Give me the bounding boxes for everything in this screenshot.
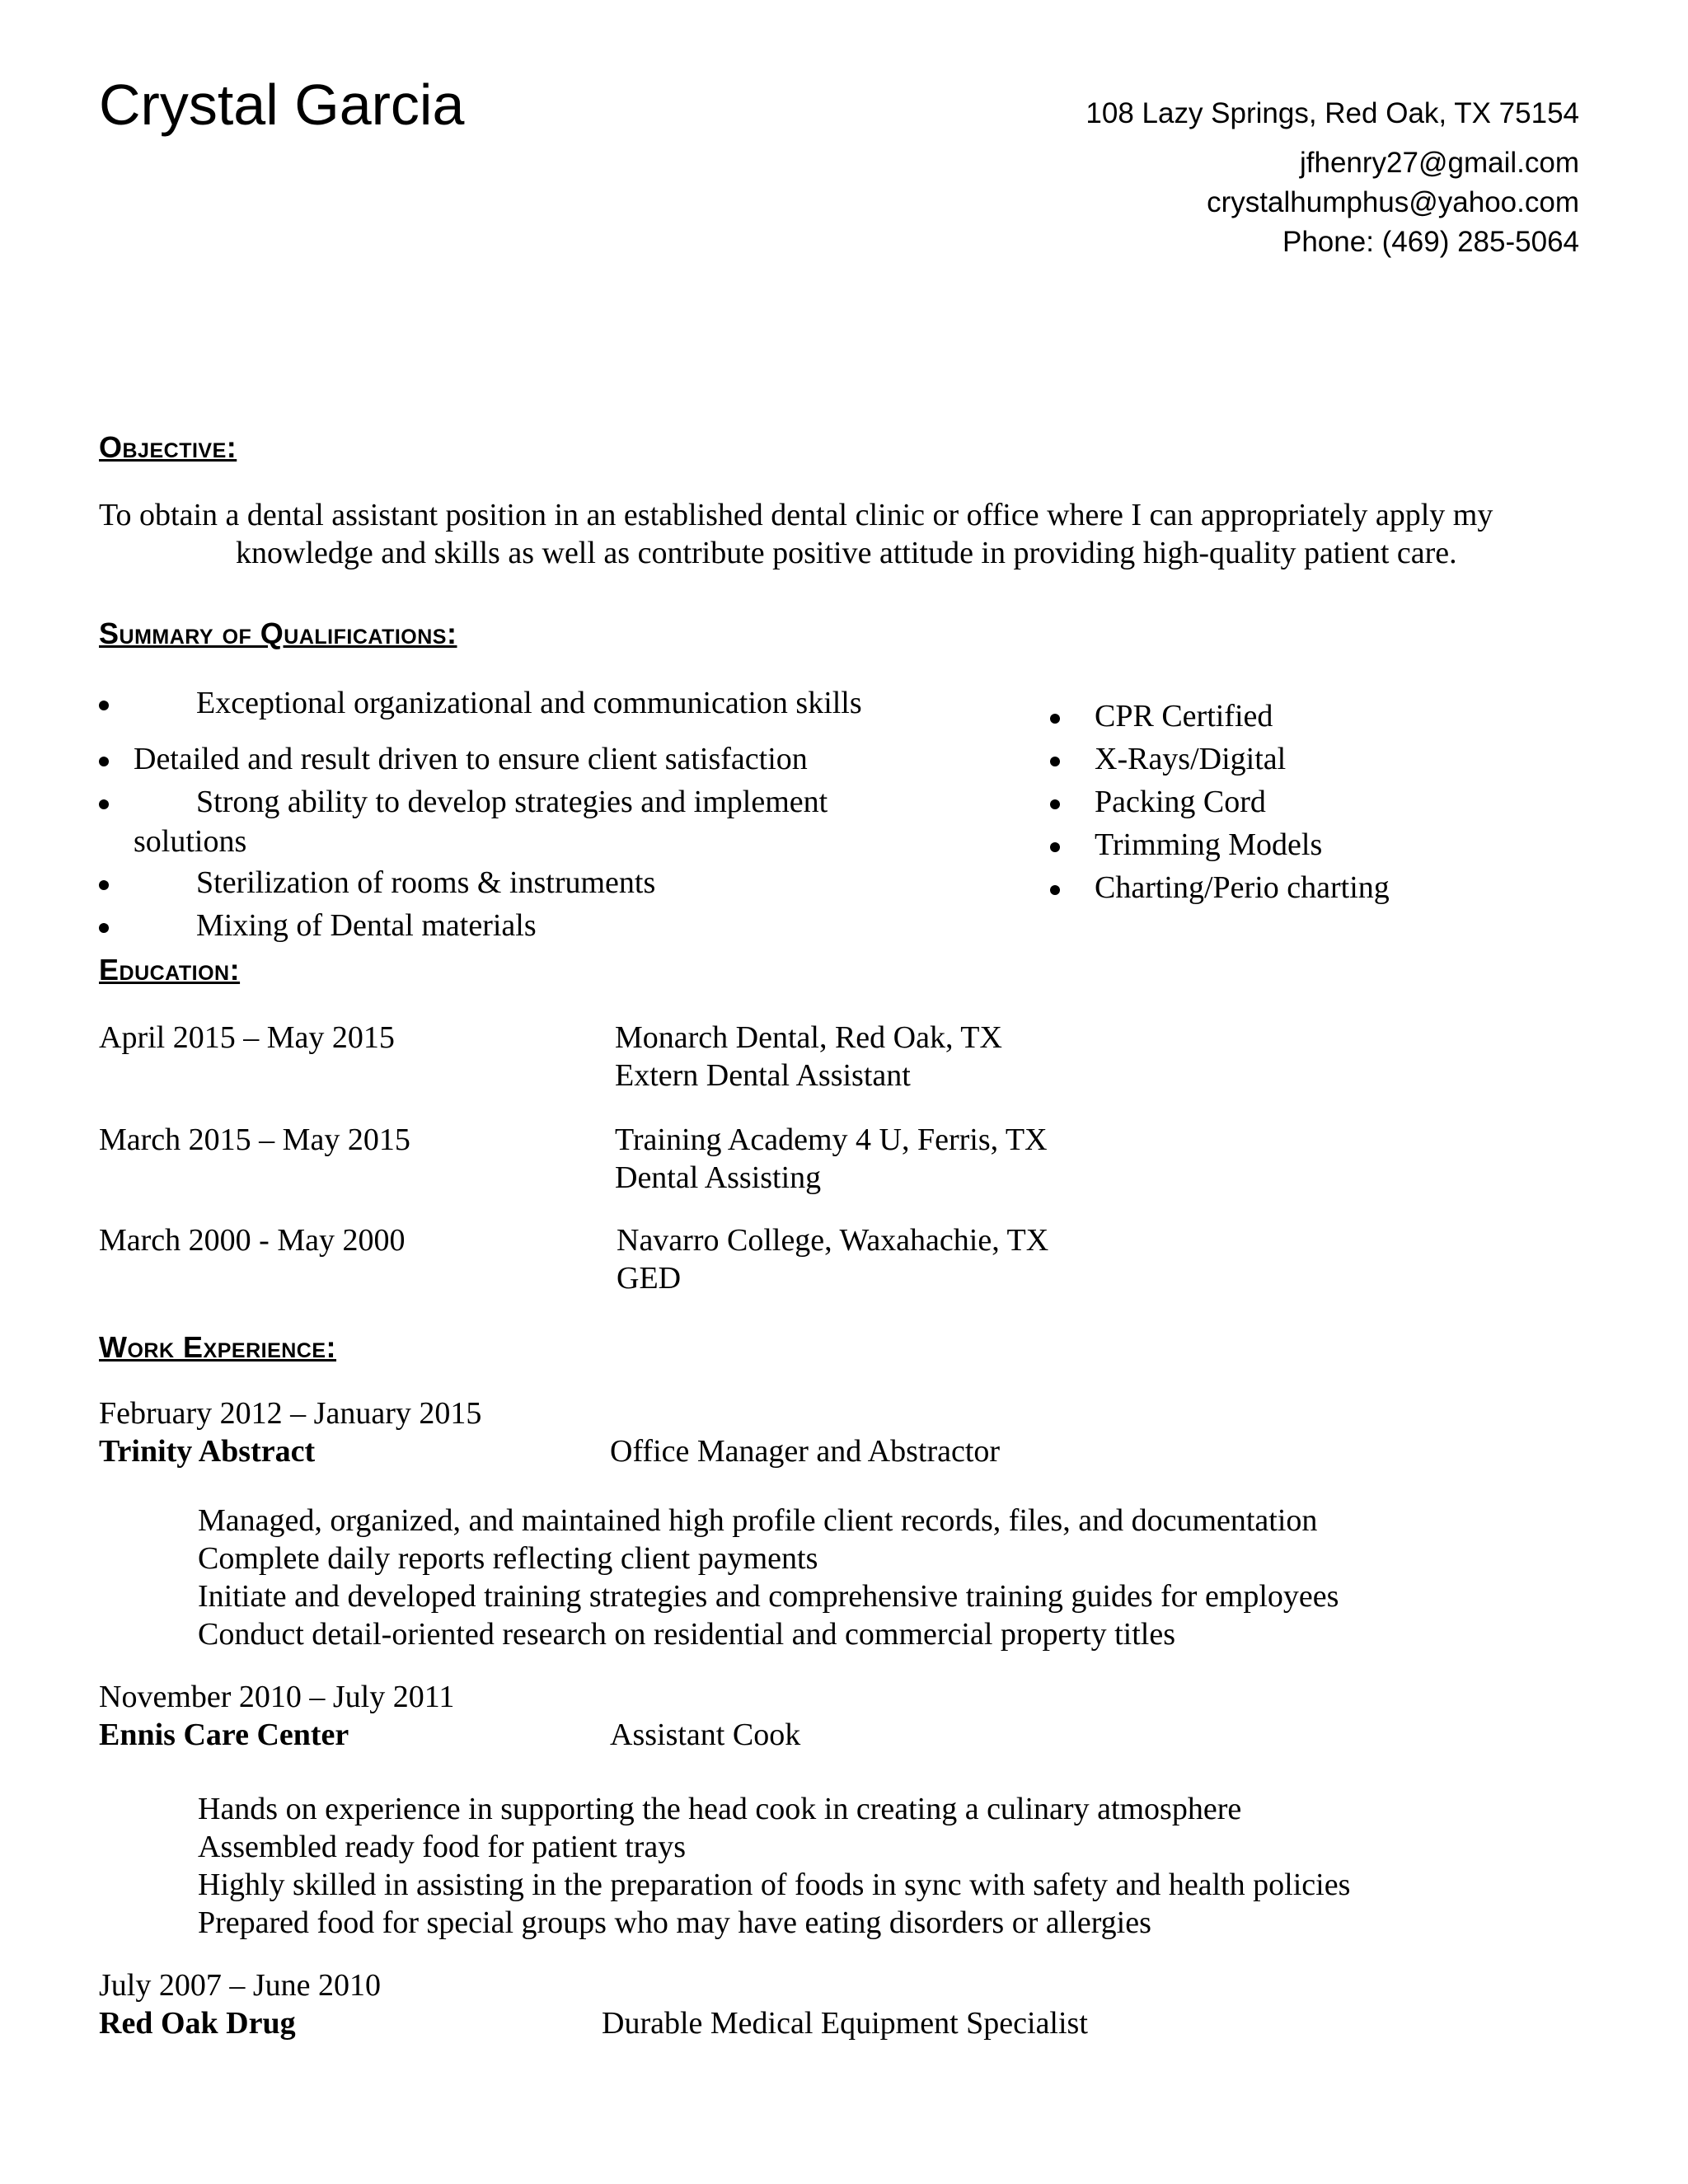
candidate-name: Crystal Garcia (99, 73, 465, 137)
education-program: GED (617, 1261, 682, 1296)
education-program: Dental Assisting (615, 1160, 822, 1195)
bullet-icon (1050, 714, 1060, 724)
job-title: Durable Medical Equipment Specialist (602, 2006, 1088, 2041)
bullet-icon (1050, 885, 1060, 895)
email-secondary: crystalhumphus@yahoo.com (1207, 186, 1579, 218)
phone-number: Phone: (469) 285-5064 (1282, 226, 1579, 258)
objective-line-2: knowledge and skills as well as contribute positive attitude in providing high-quality patient care. (236, 536, 1457, 570)
job-duty: Conduct detail-oriented research on residential and commercial property titles (198, 1617, 1175, 1652)
list-item-continuation: solutions (134, 824, 247, 859)
job-dates: February 2012 – January 2015 (99, 1396, 482, 1431)
bullet-icon (99, 880, 109, 890)
job-employer: Ennis Care Center (99, 1718, 349, 1752)
job-dates: November 2010 – July 2011 (99, 1680, 455, 1714)
education-dates: March 2000 - May 2000 (99, 1223, 406, 1258)
education-school: Training Academy 4 U, Ferris, TX (615, 1122, 1048, 1157)
bullet-icon (1050, 799, 1060, 809)
education-program: Extern Dental Assistant (615, 1058, 911, 1093)
education-dates: March 2015 – May 2015 (99, 1122, 410, 1157)
job-duty: Initiate and developed training strategies and comprehensive training guides for employees (198, 1579, 1339, 1614)
education-school: Monarch Dental, Red Oak, TX (615, 1020, 1002, 1055)
qualifications-heading: Summary of Qualifications: (99, 616, 457, 650)
job-duty: Prepared food for special groups who may have eating disorders or allergies (198, 1905, 1151, 1940)
job-duty: Managed, organized, and maintained high profile client records, files, and documentation (198, 1503, 1318, 1538)
job-duty: Hands on experience in supporting the head cook in creating a culinary atmosphere (198, 1792, 1242, 1826)
education-school: Navarro College, Waxahachie, TX (617, 1223, 1049, 1258)
bullet-icon (99, 799, 109, 809)
address: 108 Lazy Springs, Red Oak, TX 75154 (1085, 97, 1579, 129)
work-experience-heading: Work Experience: (99, 1330, 337, 1364)
objective-line-1: To obtain a dental assistant position in an established dental clinic or office where I can appropriately apply my (99, 498, 1493, 532)
job-duty: Highly skilled in assisting in the preparation of foods in sync with safety and health policies (198, 1868, 1351, 1902)
education-heading: Education: (99, 953, 241, 987)
bullet-icon (99, 923, 109, 933)
job-duty: Assembled ready food for patient trays (198, 1830, 686, 1864)
bullet-icon (99, 757, 109, 766)
email-primary: jfhenry27@gmail.com (1300, 147, 1579, 179)
bullet-icon (99, 701, 109, 710)
job-title: Assistant Cook (610, 1718, 801, 1752)
job-employer: Trinity Abstract (99, 1434, 316, 1469)
bullet-icon (1050, 842, 1060, 852)
job-employer: Red Oak Drug (99, 2006, 296, 2041)
job-duty: Complete daily reports reflecting client payments (198, 1541, 818, 1576)
education-dates: April 2015 – May 2015 (99, 1020, 395, 1055)
job-title: Office Manager and Abstractor (610, 1434, 1001, 1469)
job-dates: July 2007 – June 2010 (99, 1968, 381, 2003)
objective-heading: Objective: (99, 430, 237, 464)
bullet-icon (1050, 757, 1060, 766)
